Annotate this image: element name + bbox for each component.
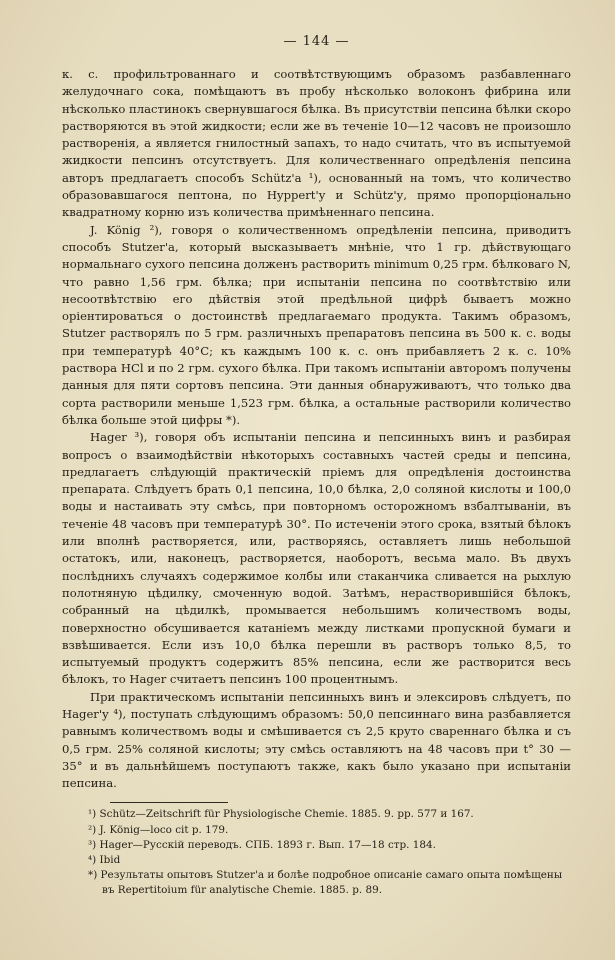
footnote-4: ⁴) Ibid xyxy=(88,854,121,867)
page-number: — 144 — xyxy=(283,34,350,49)
footnotes xyxy=(62,807,571,898)
paragraph-3: Hager ³), говоря объ испытаніи пепсина и пепсинныхъ винъ и разбирая вопросъ о взаимодѣйствіи нѣкоторыхъ составныхъ частей среды и пепсина, предлагаетъ слѣдующій практическій пріемъ для опредѣленія достоинства препарата. Слѣдуетъ брать 0,1 пепсина, 10,0 бѣлка, 2,0 соляной кислоты и 100,0 воды и настаивать эту смѣсь, при повторномъ осторожномъ взбалтываніи, въ теченіе 48 часовъ при температурѣ 30°. По истеченіи этого срока, взятый бѣлокъ или вполнѣ растворяется, или, растворяясь, оставляетъ лишь небольшой остатокъ, или, наконецъ, растворяется, наоборотъ, весьма мало. Въ двухъ послѣднихъ случаяхъ содержимое колбы или стаканчика сливается на рыхлую полотняную цѣдилку, смоченную водой. Затѣмъ, нерастворившійся бѣлокъ, собранный на цѣдилкѣ, промывается небольшимъ количествомъ воды, поверхностно обсушивается катаніемъ между листками пропускной бумаги и взвѣшивается. Если изъ 10,0 бѣлка перешли въ растворъ только 8,5, то испытуемый продуктъ содержитъ 85% пепсина, если же растворится весь бѣлокъ, то Hager считаетъ пепсинъ 100 процентнымъ. xyxy=(62,430,571,687)
footnote-3: ³) Hager—Русскій переводъ. СПБ. 1893 г. Вып. 17—18 стр. 184. xyxy=(88,838,436,851)
footnote-2: ²) J. König—loco cit p. 179. xyxy=(88,823,229,836)
footnote-divider xyxy=(110,802,228,803)
footnote-star: *) Результаты опытовъ Stutzer'а и болѣе подробное описаніе самаго опыта помѣщены въ Repertitoium für analytische Chemie. 1885. p. 89. xyxy=(88,869,563,897)
paragraph-2: J. König ²), говоря о количественномъ опредѣленіи пепсина, приводитъ способъ Stutzer'а, который высказываетъ мнѣніе, что 1 гр. дѣйствующаго нормальнаго сухого пепсина долженъ растворить minimum 0,25 грм. бѣлковаго N, что равно 1,56 грм. бѣлка; при испытаніи пепсина по соотвѣтствію или несоотвѣтствію его дѣйствія этой предѣльной цифрѣ бываетъ можно оріентироваться о достоинствѣ предлагаемаго продукта. Такимъ образомъ, Stutzer растворялъ по 5 грм. различныхъ препаратовъ пепсина въ 500 к. с. воды при температурѣ 40°С; къ каждымъ 100 к. с. онъ прибавляетъ 2 к. с. 10% раствора HCl и по 2 грм. сухого бѣлка. При такомъ испытаніи авторомъ получены данныя для пяти сортовъ пепсина. Эти данныя обнаруживаютъ, что только два сорта растворили меньше 1,523 грм. бѣлка, а остальные растворили количество бѣлка больше этой цифры *). xyxy=(62,222,571,427)
main-text xyxy=(62,66,571,792)
paragraph-1: к. с. профильтрованнаго и соотвѣтствующимъ образомъ разбавленнаго желудочнаго сока, помѣщаютъ въ пробу нѣсколько волоконъ фибрина или нѣсколько пластинокъ свернувшагося бѣлка. Въ присутствіи пепсина бѣлки скоро растворяются въ этой жидкости; если же въ теченіе 10—12 часовъ не произошло растворенія, а является гнилостный запахъ, то надо считать, что въ испытуемой жидкости пепсинъ отсутствуетъ. Для количественнаго опредѣленія пепсина авторъ предлагаетъ способъ Schütz'а ¹), основанный на томъ, что количество образовавшагося пептона, по Hyppert'у и Schütz'у, прямо пропорціонально квадратному корню изъ количества примѣненнаго пепсина. xyxy=(62,67,571,220)
footnote-1: ¹) Schütz—Zeitschrift für Physiologische Chemie. 1885. 9. pp. 577 и 167. xyxy=(88,808,474,821)
paragraph-4: При практическомъ испытаніи пепсинныхъ винъ и элексировъ слѣдуетъ, по Hager'у ⁴), поступать слѣдующимъ образомъ: 50,0 пепсиннаго вина разбавляется равнымъ количествомъ воды и смѣшивается съ 2,5 круто свареннаго бѣлка и съ 0,5 грм. 25% соляной кислоты; эту смѣсь оставляютъ на 48 часовъ при t° 30 — 35° и въ дальнѣйшемъ поступаютъ также, какъ было указано при испытаніи пепсина. xyxy=(62,689,571,791)
